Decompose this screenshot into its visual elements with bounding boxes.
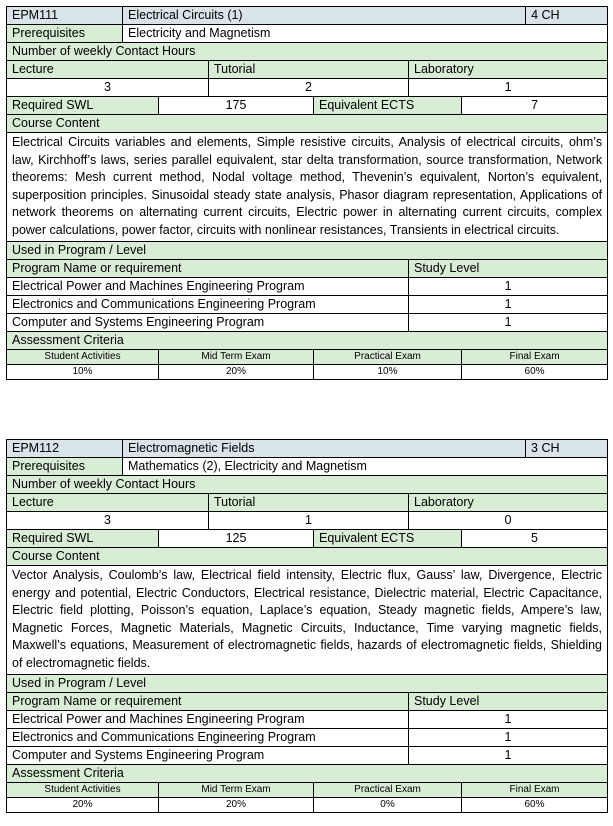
assess-header-mid-term: Mid Term Exam: [159, 349, 314, 364]
program-name: Computer and Systems Engineering Program: [7, 313, 409, 331]
course-content-text: Electrical Circuits variables and elements, Simple resistive circuits, Analysis of electrical circuits, ohm’s law, Kirchhoff’s laws, series parallel equivalent, star delta transformation, source transformation, Network theorems: Mesh current method, Nodal voltage method, Thevenin’s equivalent, Norton’s equivalent, superposition principles. Sinusoidal steady state analysis, Phasor diagram representation, Applications of network theorems on alternating current circuits, Electric power in alternating current circuits, complex power calculations, power factor, circuits with nonlinear resistances, Transients in electrical circuits.: [7, 133, 608, 242]
course-content-label: Course Content: [7, 548, 608, 566]
table-row: [7, 710, 608, 728]
assessment-criteria-label: Assessment Criteria: [7, 331, 608, 349]
assess-value-student-activities: 20%: [7, 797, 159, 812]
assess-header-student-activities: Student Activities: [7, 349, 159, 364]
swl-label: Required SWL: [7, 97, 159, 115]
assess-header-practical: Practical Exam: [314, 782, 462, 797]
contact-hours-label: Number of weekly Contact Hours: [7, 43, 608, 61]
course-spec-table-epm111: [6, 6, 607, 380]
table-row: [7, 313, 608, 331]
laboratory-value: 1: [409, 79, 608, 97]
prerequisites-label: Prerequisites: [7, 458, 123, 476]
course-content-label: Course Content: [7, 115, 608, 133]
laboratory-label: Laboratory: [409, 61, 608, 79]
study-level-header: Study Level: [409, 692, 608, 710]
table-row: [7, 728, 608, 746]
lecture-label: Lecture: [7, 61, 209, 79]
lecture-value: 3: [7, 512, 209, 530]
program-name-header: Program Name or requirement: [7, 259, 409, 277]
study-level: 1: [409, 728, 608, 746]
table-row: [7, 277, 608, 295]
laboratory-label: Laboratory: [409, 494, 608, 512]
swl-label: Required SWL: [7, 530, 159, 548]
ects-label: Equivalent ECTS: [314, 97, 462, 115]
prerequisites-value: Mathematics (2), Electricity and Magnetism: [123, 458, 608, 476]
course-spec-table-epm112: [6, 439, 607, 813]
tutorial-value: 1: [209, 512, 409, 530]
assess-value-final: 60%: [462, 797, 608, 812]
course-title: Electromagnetic Fields: [123, 440, 526, 458]
lecture-value: 3: [7, 79, 209, 97]
table-row: [7, 295, 608, 313]
assess-header-final: Final Exam: [462, 349, 608, 364]
assess-header-mid-term: Mid Term Exam: [159, 782, 314, 797]
credit-hours: 3 CH: [526, 440, 608, 458]
program-name-header: Program Name or requirement: [7, 692, 409, 710]
assess-header-practical: Practical Exam: [314, 349, 462, 364]
assess-value-mid-term: 20%: [159, 797, 314, 812]
course-content-text: Vector Analysis, Coulomb’s law, Electrical field intensity, Electric flux, Gauss’ law, Divergence, Electric energy and potential, Electric Conductors, Electrical resistance, Dielectric material, Electric Capacitance, Electric field plotting, Poisson’s equation, Laplace’s equation, Steady magnetic fields, Ampere’s law, Magnetic Forces, Magnetic Materials, Magnetic Circuits, Inductance, Time varying magnetic fields, Maxwell’s equations, Measurement of electromagnetic fields, hazards of electromagnetic fields, Shielding of electromagnetic fields.: [7, 566, 608, 675]
swl-value: 125: [159, 530, 314, 548]
lecture-label: Lecture: [7, 494, 209, 512]
contact-hours-label: Number of weekly Contact Hours: [7, 476, 608, 494]
assess-value-final: 60%: [462, 364, 608, 379]
used-in-program-label: Used in Program / Level: [7, 674, 608, 692]
program-name: Computer and Systems Engineering Program: [7, 746, 409, 764]
credit-hours: 4 CH: [526, 7, 608, 25]
assess-value-student-activities: 10%: [7, 364, 159, 379]
program-name: Electronics and Communications Engineering Program: [7, 295, 409, 313]
assessment-criteria-label: Assessment Criteria: [7, 764, 608, 782]
assess-value-practical: 10%: [314, 364, 462, 379]
study-level: 1: [409, 295, 608, 313]
course-code: EPM111: [7, 7, 123, 25]
assess-header-final: Final Exam: [462, 782, 608, 797]
course-title: Electrical Circuits (1): [123, 7, 526, 25]
assess-value-mid-term: 20%: [159, 364, 314, 379]
table-row: [7, 746, 608, 764]
assess-value-practical: 0%: [314, 797, 462, 812]
ects-value: 5: [462, 530, 608, 548]
assess-header-student-activities: Student Activities: [7, 782, 159, 797]
study-level: 1: [409, 710, 608, 728]
prerequisites-label: Prerequisites: [7, 25, 123, 43]
program-name: Electrical Power and Machines Engineering Program: [7, 710, 409, 728]
ects-value: 7: [462, 97, 608, 115]
study-level: 1: [409, 313, 608, 331]
swl-value: 175: [159, 97, 314, 115]
study-level: 1: [409, 277, 608, 295]
tutorial-label: Tutorial: [209, 61, 409, 79]
program-name: Electronics and Communications Engineering Program: [7, 728, 409, 746]
ects-label: Equivalent ECTS: [314, 530, 462, 548]
laboratory-value: 0: [409, 512, 608, 530]
prerequisites-value: Electricity and Magnetism: [123, 25, 608, 43]
course-code: EPM112: [7, 440, 123, 458]
used-in-program-label: Used in Program / Level: [7, 241, 608, 259]
study-level-header: Study Level: [409, 259, 608, 277]
program-name: Electrical Power and Machines Engineering Program: [7, 277, 409, 295]
tutorial-value: 2: [209, 79, 409, 97]
study-level: 1: [409, 746, 608, 764]
tutorial-label: Tutorial: [209, 494, 409, 512]
